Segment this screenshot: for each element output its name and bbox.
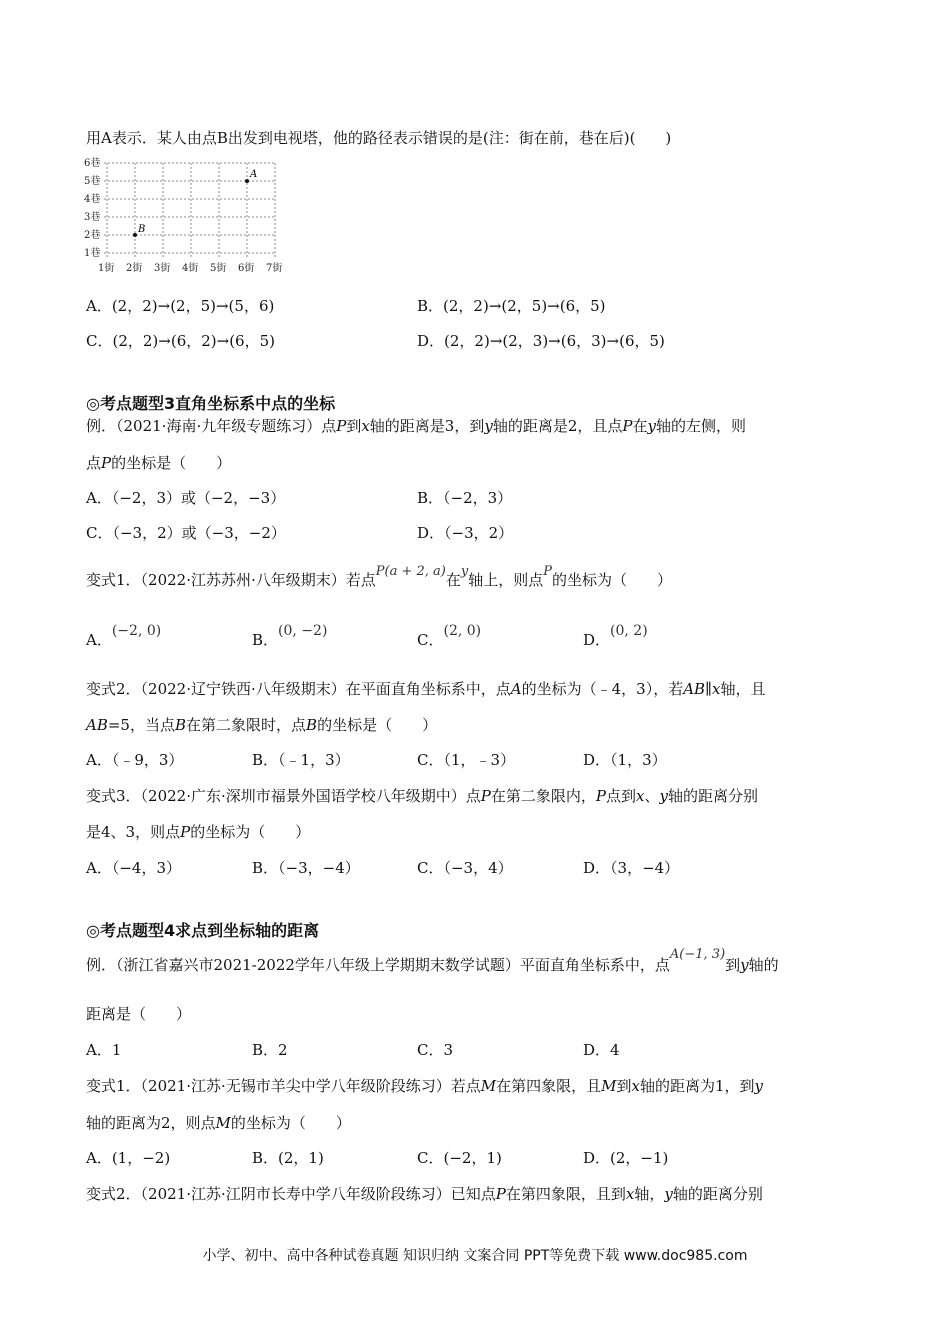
- option-c: C．（−3，4）: [417, 859, 513, 877]
- point-a-marker: [245, 179, 249, 183]
- option-d: D．(0, 2): [583, 623, 648, 649]
- s3-variant2-line2: AB=5，当点B在第二象限时，点B的坐标是（ ）: [86, 716, 438, 734]
- s4-example-line1: 例．（浙江省嘉兴市2021-2022学年八年级上学期期末数学试题）平面直角坐标系中，点A(−1, 3)到y轴的: [86, 947, 779, 974]
- row-label: 5巷: [84, 176, 101, 187]
- section-4-heading: ◎考点题型4求点到坐标轴的距离: [86, 921, 320, 940]
- point-b-marker: [133, 233, 137, 237]
- option-b: B．2: [252, 1041, 288, 1059]
- option-d: D．4: [583, 1041, 620, 1059]
- s3-example-line2: 点P的坐标是（ ）: [86, 454, 232, 472]
- row-label: 3巷: [84, 212, 101, 223]
- option-d: D．(2，2)→(2，3)→(6，3)→(6，5): [417, 332, 665, 350]
- option-b: B．（−3，−4）: [252, 859, 360, 877]
- option-a: A．（−2，3）或（−2，−3）: [86, 489, 286, 507]
- s4-variant2-line1: 变式2．（2021·江苏·江阴市长寿中学八年级阶段练习）已知点P在第四象限，且到x轴，y轴的距离分别: [86, 1185, 763, 1203]
- option-a: A．1: [86, 1041, 122, 1059]
- intro-text: 用A表示．某人由点B出发到电视塔，他的路径表示错误的是(注：街在前，巷在后)( ): [86, 129, 672, 147]
- col-label: 3街: [154, 263, 171, 274]
- s4-variant1-line2: 轴的距离为2，则点M的坐标为（ ）: [86, 1114, 351, 1132]
- option-d: D．（1，3）: [583, 751, 667, 769]
- option-c: C．(2, 0): [417, 623, 482, 649]
- col-label: 6街: [238, 263, 255, 274]
- option-d: D．(2，−1): [583, 1149, 669, 1167]
- page-footer: 小学、初中、高中各种试卷真题 知识归纳 文案合同 PPT等免费下载 www.doc985.com: [202, 1248, 748, 1264]
- col-label: 7街: [266, 263, 283, 274]
- option-b: B．（﹣1，3）: [252, 751, 350, 769]
- option-c: C．3: [417, 1041, 454, 1059]
- col-label: 4街: [182, 263, 199, 274]
- street-grid-figure: [84, 155, 294, 275]
- s4-variant1-line1: 变式1．（2021·江苏·无锡市羊尖中学八年级阶段练习）若点M在第四象限，且M到x轴的距离为1，到y: [86, 1077, 764, 1095]
- s3-variant3-line1: 变式3．（2022·广东·深圳市福景外国语学校八年级期中）点P在第二象限内，P点到x、y轴的距离分别: [86, 787, 758, 805]
- option-d: D．（−3，2）: [417, 524, 514, 542]
- point-a-label: A: [250, 169, 258, 180]
- col-label: 5街: [210, 263, 227, 274]
- row-label: 4巷: [84, 194, 101, 205]
- option-b: B．(2，1): [252, 1149, 324, 1167]
- s4-example-line2: 距离是（ ）: [86, 1005, 192, 1023]
- row-label: 6巷: [84, 158, 101, 169]
- point-b-label: B: [138, 224, 146, 235]
- option-a: A．(1，−2): [86, 1149, 171, 1167]
- s3-variant3-line2: 是4、3，则点P的坐标为（ ）: [86, 823, 311, 841]
- s3-example-line1: 例．（2021·海南·九年级专题练习）点P到x轴的距离是3，到y轴的距离是2，且点P在y轴的左侧，则: [86, 417, 746, 435]
- option-b: B．(2，2)→(2，5)→(6，5): [417, 297, 606, 315]
- option-d: D．（3，−4）: [583, 859, 680, 877]
- option-a: A．（﹣9，3）: [86, 751, 184, 769]
- s3-variant2-line1: 变式2．（2022·辽宁铁西·八年级期末）在平面直角坐标系中，点A的坐标为（﹣4，3），若AB∥x轴，且: [86, 680, 766, 698]
- row-label: 1巷: [84, 248, 101, 259]
- section-3-heading: ◎考点题型3直角坐标系中点的坐标: [86, 394, 336, 413]
- option-b: B．（−2，3）: [417, 489, 513, 507]
- col-label: 2街: [126, 263, 143, 274]
- s3-variant1-question: 变式1．（2022·江苏苏州·八年级期末）若点P(a + 2, a)在y轴上，则点P的坐标为（ ）: [86, 564, 673, 589]
- option-a: A．(−2, 0): [86, 623, 162, 649]
- option-c: C．（−3，2）或（−3，−2）: [86, 524, 286, 542]
- row-label: 2巷: [84, 230, 101, 241]
- option-c: C．(2，2)→(6，2)→(6，5): [86, 332, 275, 350]
- option-c: C．(−2，1): [417, 1149, 502, 1167]
- option-c: C．（1，﹣3）: [417, 751, 516, 769]
- col-label: 1街: [98, 263, 115, 274]
- option-a: A．（−4，3）: [86, 859, 181, 877]
- option-b: B．(0, −2): [252, 623, 328, 649]
- option-a: A．(2，2)→(2，5)→(5，6): [86, 297, 275, 315]
